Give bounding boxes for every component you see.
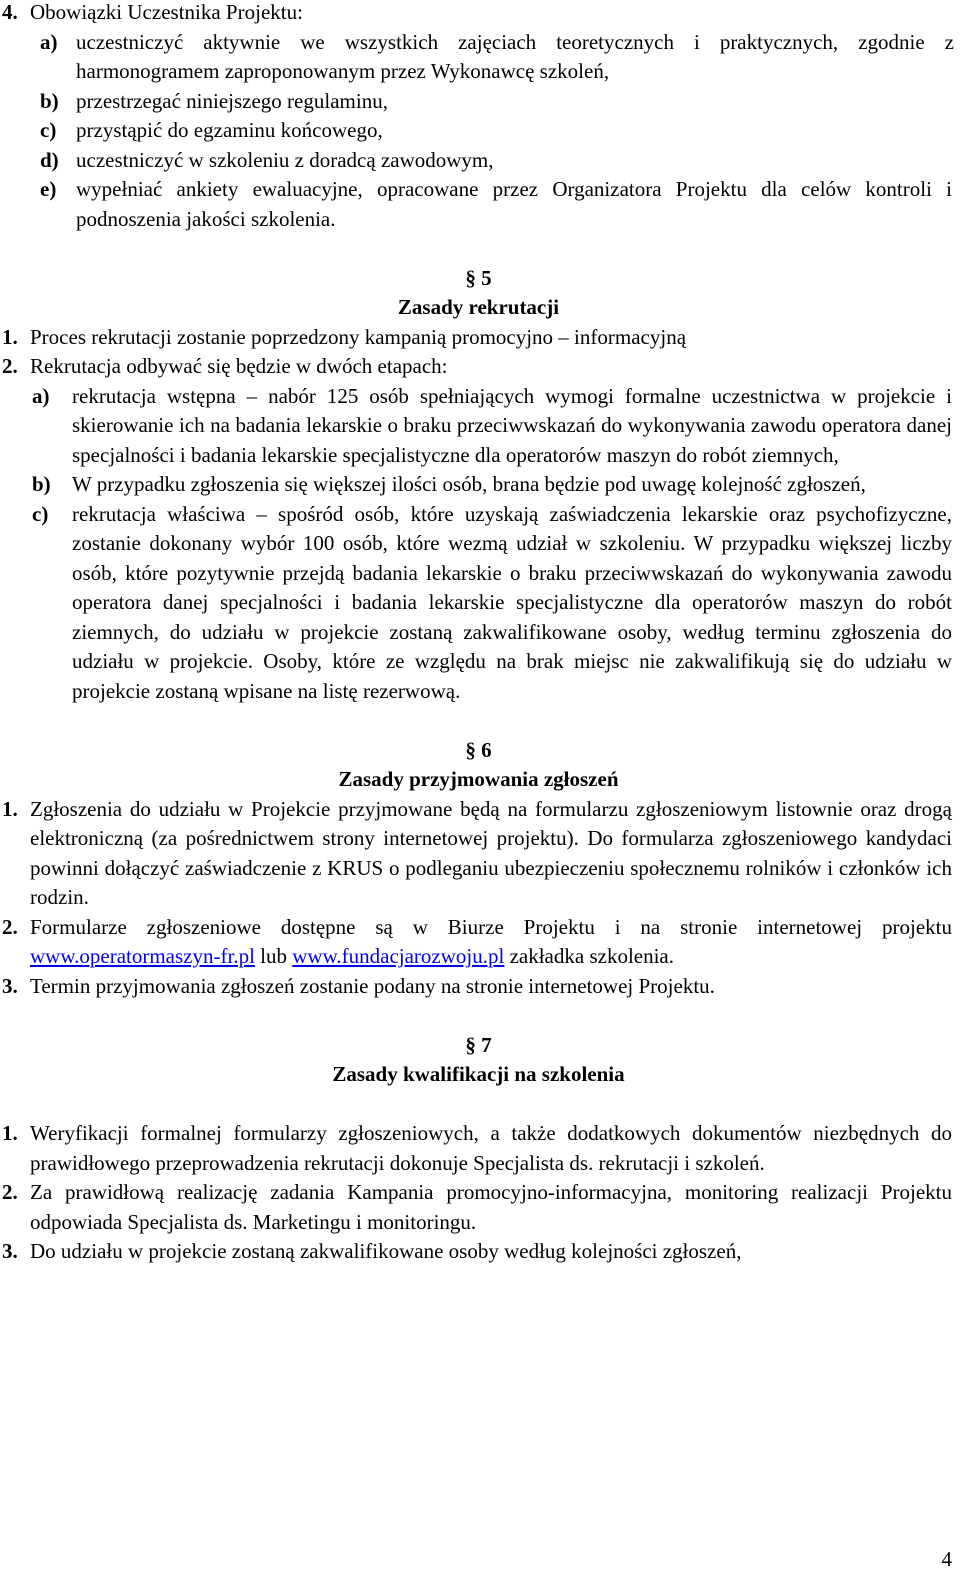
stage-letter: a) <box>32 383 50 408</box>
spacer <box>0 1090 960 1120</box>
section-sign: § <box>465 737 476 762</box>
paragraph-5-title: Zasady rekrutacji <box>397 295 560 319</box>
duty-text: uczestniczyć aktywnie we wszystkich zajęciach teoretycznych i praktycznych, zgodnie z harmonogramem zaproponowanym przez Wykonawcę szkoleń, <box>76 29 954 83</box>
point-number: 2. <box>2 914 18 939</box>
point-number: 1. <box>2 1121 18 1145</box>
point-number: 3. <box>2 1239 18 1263</box>
duty-letter: b) <box>40 88 59 113</box>
paragraph-5-number: 5 <box>481 265 492 290</box>
spacer <box>0 706 960 736</box>
point-number: 1. <box>2 796 18 821</box>
point-text: Rekrutacja odbywać się będzie w dwóch etapach: <box>30 354 448 378</box>
point-number: 3. <box>2 973 18 998</box>
duty-text: wypełniać ankiety ewaluacyjne, opracowane przez Organizatora Projektu dla celów kontroli i podnoszenia jakości szkolenia. <box>76 177 952 231</box>
section-4-heading <box>0 0 952 28</box>
duty-item-e <box>0 175 952 234</box>
paragraph-7-title: Zasady kwalifikacji na szkolenia <box>332 1062 625 1086</box>
section-4 <box>0 0 960 234</box>
paragraph-6-title: Zasady przyjmowania zgłoszeń <box>338 767 619 791</box>
paragraph-7-number-line <box>0 1031 960 1061</box>
paragraph-7-number: 7 <box>481 1032 492 1057</box>
qualification-point-2 <box>0 1178 952 1237</box>
section-4-title: Obowiązki Uczestnika Projektu: <box>30 0 303 24</box>
fundacjarozwoju-link[interactable]: www.fundacjarozwoju.pl <box>292 944 505 968</box>
duty-item-a <box>0 28 954 87</box>
duty-text: przystąpić do egzaminu końcowego, <box>76 118 383 142</box>
point-text-middle: lub <box>254 944 293 968</box>
point-number: 2. <box>2 354 18 378</box>
section-4-number: 4. <box>2 0 18 24</box>
point-text: Termin przyjmowania zgłoszeń zostanie podany na stronie internetowej Projektu. <box>30 973 715 998</box>
paragraph-7 <box>0 1031 960 1267</box>
duty-text: uczestniczyć w szkoleniu z doradcą zawodowym, <box>76 147 494 172</box>
qualification-point-1 <box>0 1119 952 1178</box>
section-sign: § <box>465 265 476 290</box>
spacer <box>0 234 960 264</box>
paragraph-5 <box>0 264 960 707</box>
point-number: 1. <box>2 324 18 349</box>
point-text: Weryfikacji formalnej formularzy zgłoszeniowych, a także dodatkowych dokumentów niezbędnych do prawidłowego przeprowadzenia rekrutacji dokonuje Specjalista ds. rekrutacji i szkoleń. <box>30 1121 952 1175</box>
application-point-3 <box>0 972 952 1002</box>
stage-text: rekrutacja właściwa – spośród osób, które uzyskają zaświadczenia lekarskie oraz psychofizyczne, zostanie dokonany wybór 100 osób, które wezmą udział w szkoleniu. W przypadku większej liczby osób, które pozytywnie przejdą badania lekarskie o braku przeciwwskazań do wykonywania zawodu operatora danej specjalności i badania lekarskie specjalistyczne dla operatorów maszyn do robót ziemnych, do udziału w projekcie zostaną zakwalifikowane osoby, według terminu zgłoszenia do udziału w projekcie. Osoby, które ze względu na brak miejsc nie zakwalifikują się do udziału w projekcie zostaną wpisane na listę rezerwową. <box>72 501 952 703</box>
duty-item-c <box>0 116 952 146</box>
page-number: 4 <box>941 1547 952 1571</box>
recruitment-point-2 <box>0 352 952 382</box>
stage-text: rekrutacja wstępna – nabór 125 osób spełniających wymogi formalne uczestnictwa w projekcie i skierowanie ich na badania lekarskie o braku przeciwwskazań do wykonywania zawodu operatora danej specjalności i badania lekarskie specjalistyczne dla operatorów maszyn do robót ziemnych, <box>72 383 952 467</box>
stage-text: W przypadku zgłoszenia się większej ilości osób, brana będzie pod uwagę kolejność zgłoszeń, <box>72 472 866 496</box>
duty-letter: d) <box>40 147 59 172</box>
section-sign: § <box>465 1032 476 1057</box>
duty-item-d <box>0 146 952 176</box>
recruitment-point-1 <box>0 323 952 353</box>
duty-letter: a) <box>40 29 58 54</box>
duty-letter: e) <box>40 177 57 201</box>
recruitment-stage-b <box>0 470 952 500</box>
application-point-1 <box>0 795 952 913</box>
point-text: Proces rekrutacji zostanie poprzedzony kampanią promocyjno – informacyjną <box>30 324 687 349</box>
paragraph-6-number: 6 <box>481 737 492 762</box>
spacer <box>0 1001 960 1031</box>
recruitment-stage-a <box>0 382 952 471</box>
paragraph-6 <box>0 736 960 1002</box>
point-number: 2. <box>2 1180 18 1204</box>
stage-letter: b) <box>32 472 51 496</box>
qualification-point-3 <box>0 1237 952 1267</box>
stage-letter: c) <box>32 501 49 526</box>
point-text: Zgłoszenia do udziału w Projekcie przyjmowane będą na formularzu zgłoszeniowym listownie oraz drogą elektroniczną (za pośrednictwem strony internetowej projektu). Do formularza zgłoszeniowego kandydaci powinni dołączyć zaświadczenie z KRUS o podleganiu ubezpieczeniu społecznemu rolników i członków ich rodzin. <box>30 796 952 909</box>
point-text-before: Formularze zgłoszeniowe dostępne są w Biurze Projektu i na stronie internetowej projektu <box>30 914 952 939</box>
recruitment-stage-c <box>0 500 952 707</box>
paragraph-6-number-line <box>0 736 960 766</box>
point-text: Za prawidłową realizację zadania Kampania promocyjno-informacyjna, monitoring realizacji Projektu odpowiada Specjalista ds. Marketingu i monitoringu. <box>30 1180 952 1234</box>
point-text: Do udziału w projekcie zostaną zakwalifikowane osoby według kolejności zgłoszeń, <box>30 1239 742 1263</box>
application-point-2 <box>0 913 952 972</box>
duty-text: przestrzegać niniejszego regulaminu, <box>76 88 388 113</box>
operatormaszyn-link[interactable]: www.operatormaszyn-fr.pl <box>30 944 255 968</box>
paragraph-5-number-line <box>0 264 960 294</box>
point-text-after: zakładka szkolenia. <box>504 944 674 968</box>
duty-letter: c) <box>40 118 57 142</box>
duty-item-b <box>0 87 952 117</box>
